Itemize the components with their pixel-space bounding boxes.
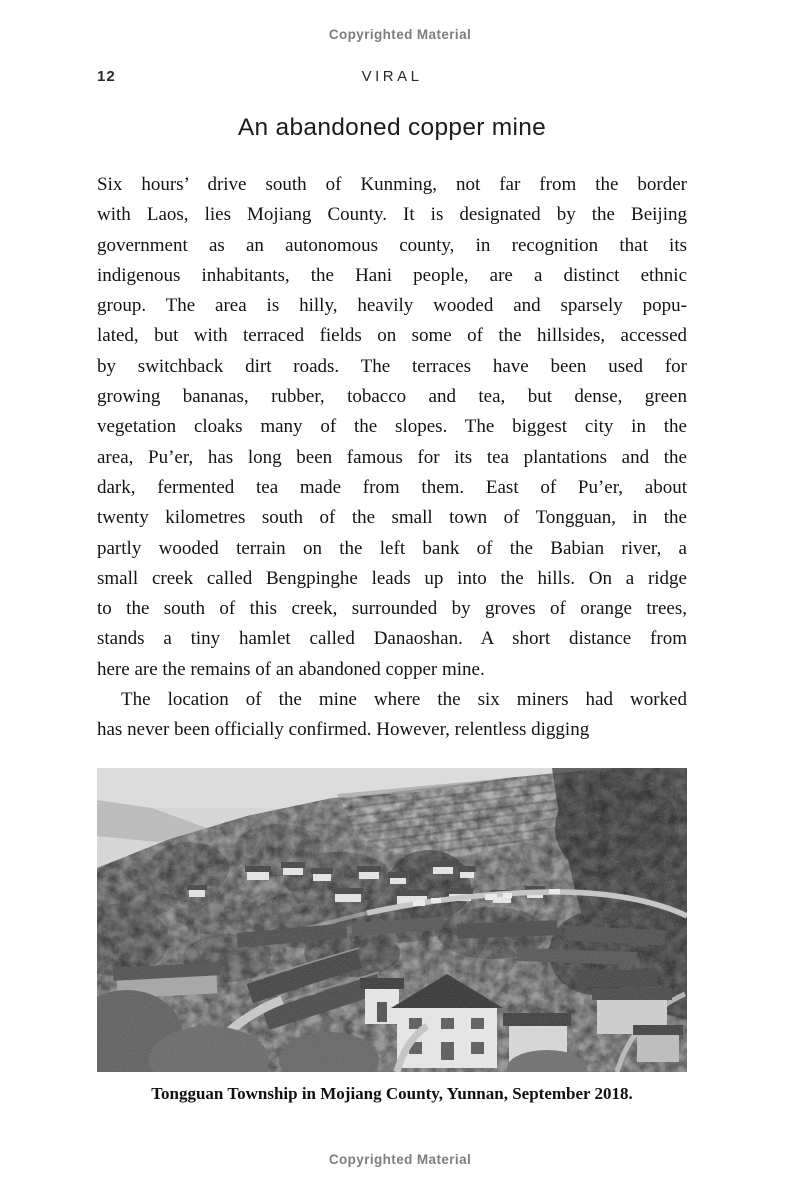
running-header-title: VIRAL — [361, 68, 423, 85]
text-line: area, Pu’er, has long been famous for its tea plantations and the — [97, 446, 687, 468]
text-line: here are the remains of an abandoned copper mine. — [97, 658, 485, 680]
text-line: lated, but with terraced fields on some of the hillsides, accessed — [97, 325, 687, 347]
text-line: vegetation cloaks many of the slopes. The biggest city in the — [97, 416, 687, 438]
text-line: to the south of this creek, surrounded by groves of orange trees, — [97, 598, 687, 620]
township-photo — [97, 768, 687, 1072]
body-text — [97, 170, 687, 746]
text-line: growing bananas, rubber, tobacco and tea, but dense, green — [97, 386, 687, 408]
text-line: small creek called Bengpinghe leads up into the hills. On a ridge — [97, 567, 687, 589]
text-line: group. The area is hilly, heavily wooded and sparsely popu- — [97, 295, 687, 317]
text-line: has never been officially confirmed. However, relentless digging — [97, 719, 590, 741]
section-title: An abandoned copper mine — [237, 114, 547, 141]
text-line: with Laos, lies Mojiang County. It is designated by the Beijing — [97, 204, 687, 226]
township-photo-illustration — [97, 768, 687, 1072]
photo-grain — [97, 768, 687, 1072]
page-number: 12 — [97, 68, 116, 85]
text-line: stands a tiny hamlet called Danaoshan. A short distance from — [97, 628, 687, 650]
text-line: government as an autonomous county, in recognition that its — [97, 234, 687, 256]
text-line: The location of the mine where the six miners had worked — [121, 689, 687, 711]
text-line: Six hours’ drive south of Kunming, not far from the border — [97, 174, 687, 195]
copyright-notice-bottom: Copyrighted Material — [328, 1152, 472, 1167]
text-line: indigenous inhabitants, the Hani people, are a distinct ethnic — [97, 264, 687, 286]
copyright-notice-top: Copyrighted Material — [328, 27, 472, 42]
text-line: dark, fermented tea made from them. East of Pu’er, about — [97, 476, 687, 498]
photo-caption: Tongguan Township in Mojiang County, Yunnan, September 2018. — [151, 1084, 633, 1103]
page-header — [97, 68, 687, 88]
text-line: twenty kilometres south of the small town of Tongguan, in the — [97, 507, 687, 529]
text-line: partly wooded terrain on the left bank of the Babian river, a — [97, 537, 687, 559]
text-line: by switchback dirt roads. The terraces have been used for — [97, 355, 687, 377]
